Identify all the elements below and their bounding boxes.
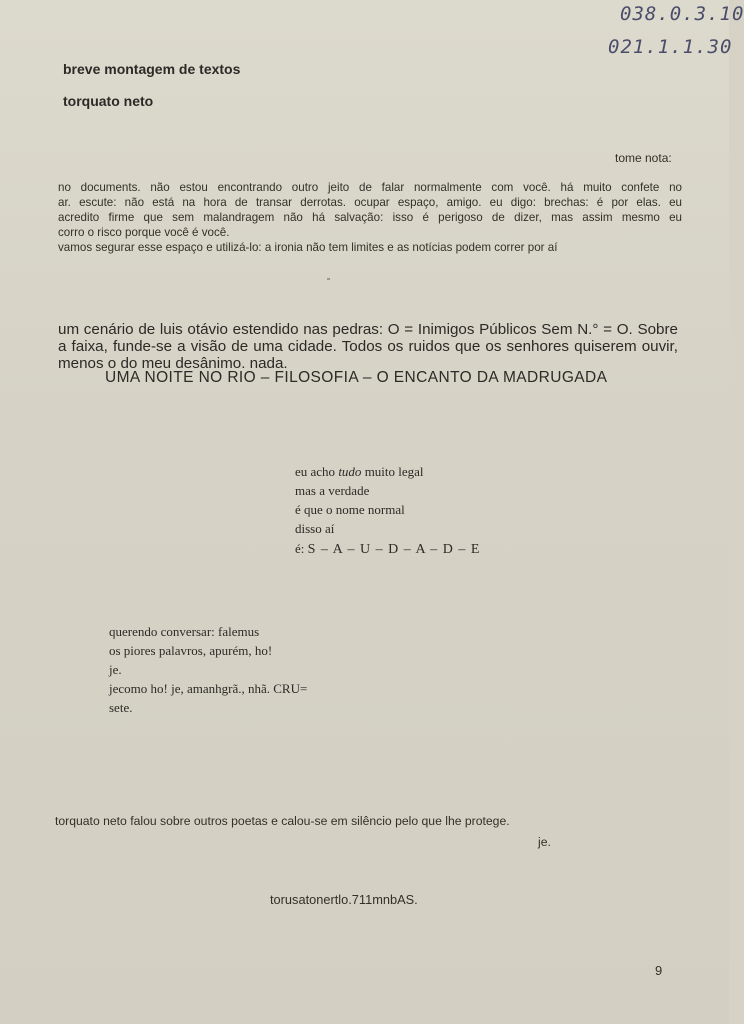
paragraph-scenario: um cenário de luis otávio estendido nas pedras: O = Inimigos Públicos Sem N.° = O. Sobre a faixa, funde-se a visão de uma cidade. Todos os ruidos que os senhores quiserem ouvir, menos o do meu desânimo. nada. bbox=[58, 321, 678, 372]
archive-code-1: 038.0.3.10 bbox=[620, 3, 744, 25]
closing-sign: je. bbox=[538, 835, 551, 849]
poem-line: eu acho tudo muito legal bbox=[295, 464, 424, 479]
paragraph-line: acredito firme que sem malandragem não há salvação: isso é perigoso de dizer, mas assim mesmo eu bbox=[58, 211, 682, 224]
paragraph-line: corro o risco porque você é você. bbox=[58, 226, 230, 239]
poem-line: disso aí bbox=[295, 521, 335, 536]
closing-line: torquato neto falou sobre outros poetas e calou-se em silêncio pelo que lhe protege. bbox=[55, 814, 510, 828]
poem-line: jecomo ho! je, amanhgrã., nhã. CRU= bbox=[109, 681, 308, 696]
poem-line: os piores palavros, apurém, ho! bbox=[109, 643, 273, 658]
code-line: torusatonertlo.711mnbAS. bbox=[270, 892, 418, 907]
paragraph-line: vamos segurar esse espaço e utilizá-lo: a ironia não tem limites e as notícias podem correr por aí bbox=[58, 241, 558, 254]
poem-line: je. bbox=[109, 662, 122, 677]
poem-falemus bbox=[109, 622, 307, 717]
caps-heading: UMA NOITE NO RIO – FILOSOFIA – O ENCANTO DA MADRUGADA bbox=[105, 369, 608, 386]
note-label: tome nota: bbox=[615, 151, 672, 165]
archive-code-2: 021.1.1.30 bbox=[608, 36, 733, 58]
poem-line: querendo conversar: falemus bbox=[109, 624, 260, 639]
paragraph-line: no documents. não estou encontrando outro jeito de falar normalmente com você. há muito confete no bbox=[58, 181, 682, 194]
poem-line: é que o nome normal bbox=[295, 502, 405, 517]
poem-line: mas a verdade bbox=[295, 483, 370, 498]
paragraph-intro bbox=[58, 180, 682, 255]
document-author: torquato neto bbox=[63, 93, 154, 109]
ink-speck bbox=[327, 278, 330, 280]
poem-saudade bbox=[295, 462, 480, 559]
page-number: 9 bbox=[655, 963, 663, 978]
poem-line: é: S – A – U – D – A – D – E bbox=[295, 541, 481, 557]
paragraph-line: ar. escute: não está na hora de transar derrotas. ocupar espaço, amigo. eu digo: brechas: é por elas. eu bbox=[58, 196, 682, 209]
poem-line: sete. bbox=[109, 700, 133, 715]
document-title: breve montagem de textos bbox=[63, 61, 241, 77]
